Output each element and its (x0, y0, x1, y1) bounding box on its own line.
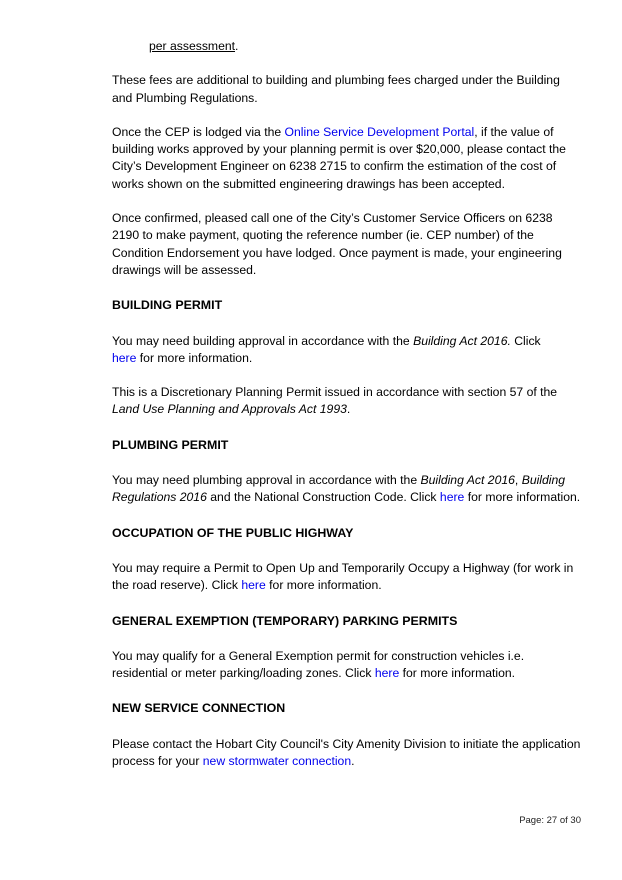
highway-here-link[interactable]: here (241, 578, 266, 593)
parking-here-link[interactable]: here (374, 666, 400, 681)
payment-paragraph: Once confirmed, pleased call one of the City’s Customer Service Officers on 6238 2190 to make payment, quoting the reference number (ie. CEP number) of the Condition Endorsement you have lodged. Once payment is made, your engineering drawings will be assessed. (112, 211, 562, 277)
assessment-fragment: per assessment. (149, 39, 239, 53)
building-here-link[interactable]: here (112, 350, 137, 365)
page-number: Page: 27 of 30 (519, 815, 581, 826)
stormwater-connection-link[interactable]: new stormwater connection (202, 754, 352, 769)
public-highway-heading: OCCUPATION OF THE PUBLIC HIGHWAY (112, 525, 354, 540)
plumbing-permit-paragraph: You may need plumbing approval in accordance with the Building Act 2016, Building Regulations 2016 and the National Construction Code. Click here for more information. (112, 473, 581, 505)
new-service-connection-paragraph: Please contact the Hobart City Council's City Amenity Division to initiate the application process for your new stormwater connection. (112, 736, 581, 769)
public-highway-paragraph: You may require a Permit to Open Up and Temporarily Occupy a Highway (for work in the road reserve). Click here for more information. (112, 560, 574, 593)
new-service-connection-heading: NEW SERVICE CONNECTION (112, 701, 286, 716)
parking-permits-paragraph: You may qualify for a General Exemption permit for construction vehicles i.e. residential or meter parking/loading zones. Click here for more information. (112, 648, 525, 681)
discretionary-paragraph: This is a Discretionary Planning Permit issued in accordance with section 57 of the Land Use Planning and Approvals Act 1993. (112, 385, 558, 417)
building-permit-heading: BUILDING PERMIT (112, 298, 223, 313)
cep-paragraph: Once the CEP is lodged via the Online Service Development Portal, if the value of building works approved by your planning permit is over $20,000, please contact the City’s Development Engineer on 6238 2715 to confirm the estimation of the cost of works shown on the submitted engineering drawings has been accepted. (112, 124, 566, 191)
plumbing-permit-heading: PLUMBING PERMIT (112, 437, 229, 452)
building-permit-paragraph: You may need building approval in accordance with the Building Act 2016. Click here for more information. (112, 333, 541, 365)
fees-paragraph: These fees are additional to building and plumbing fees charged under the Building and Plumbing Regulations. (112, 73, 560, 105)
online-service-portal-link[interactable]: Online Service Development Portal (284, 124, 475, 139)
parking-permits-heading: GENERAL EXEMPTION (TEMPORARY) PARKING PERMITS (112, 613, 458, 628)
per-assessment-text: per assessment (149, 39, 236, 53)
document-page (112, 38, 582, 770)
plumbing-here-link[interactable]: here (439, 490, 465, 505)
